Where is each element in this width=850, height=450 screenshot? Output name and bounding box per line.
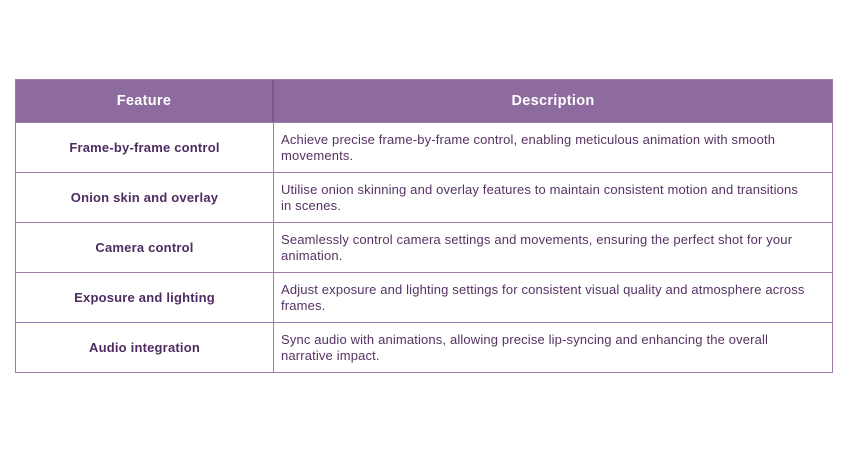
feature-cell: Frame-by-frame control xyxy=(16,123,274,172)
table-row xyxy=(16,172,832,222)
table-row xyxy=(16,272,832,322)
feature-cell: Audio integration xyxy=(16,323,274,372)
table-header-row xyxy=(16,80,832,122)
description-cell: Seamlessly control camera settings and movements, ensuring the perfect shot for your animation. xyxy=(281,231,793,263)
table-header-description: Description xyxy=(511,93,595,109)
description-cell: Sync audio with animations, allowing precise lip-syncing and enhancing the overall narrative impact. xyxy=(281,331,769,363)
feature-cell: Camera control xyxy=(16,223,274,272)
table-row xyxy=(16,222,832,272)
description-cell: Utilise onion skinning and overlay features to maintain consistent motion and transitions in scenes. xyxy=(281,181,799,213)
feature-cell: Exposure and lighting xyxy=(16,273,274,322)
table-row xyxy=(16,122,832,172)
description-cell: Adjust exposure and lighting settings for consistent visual quality and atmosphere across frames. xyxy=(281,281,805,313)
table-row xyxy=(16,322,832,372)
feature-cell: Onion skin and overlay xyxy=(16,173,274,222)
description-cell: Achieve precise frame-by-frame control, enabling meticulous animation with smooth movements. xyxy=(281,131,776,163)
feature-description-table xyxy=(15,79,833,373)
table-header-feature: Feature xyxy=(16,80,274,122)
